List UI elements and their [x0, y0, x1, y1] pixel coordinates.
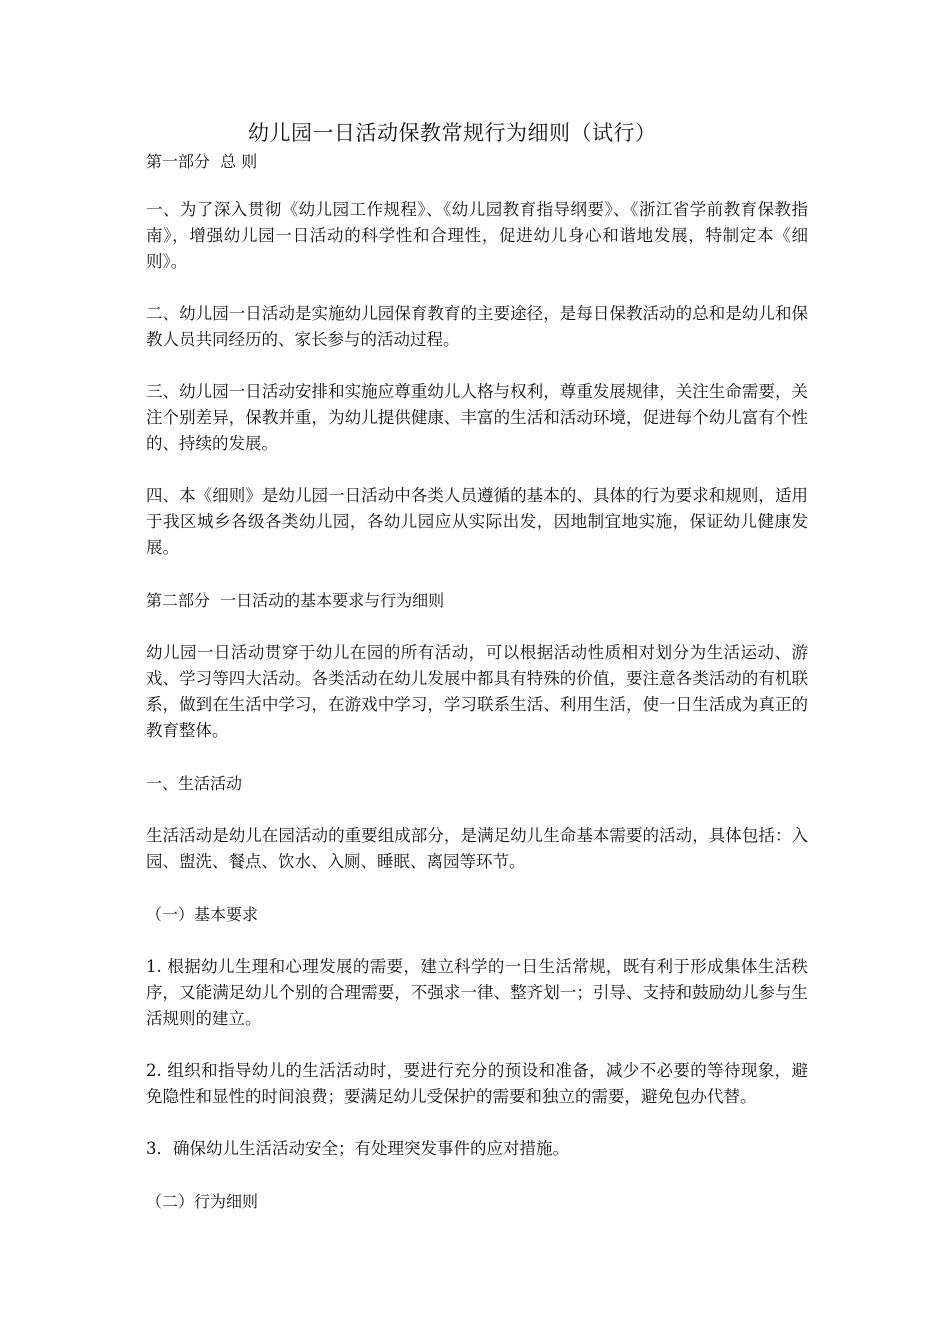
- requirement-item: 2. 组织和指导幼儿的生活活动时，要进行充分的预设和准备，减少不必要的等待现象，避免隐性和显性的时间浪费；要满足幼儿受保护的需要和独立的需要，避免包办代替。: [146, 1061, 808, 1106]
- section1-intro: 生活活动是幼儿在园活动的重要组成部分，是满足幼儿生命基本需要的活动，具体包括：入园、盥洗、餐点、饮水、入厕、睡眠、离园等环节。: [146, 826, 808, 871]
- document-title: 幼儿园一日活动保教常规行为细则（试行）: [248, 121, 657, 145]
- sub1-heading: （一）基本要求: [146, 905, 259, 924]
- part1-item: 四、本《细则》是幼儿园一日活动中各类人员遵循的基本的、具体的行为要求和规则，适用于我区城乡各级各类幼儿园，各幼儿园应从实际出发，因地制宜地实施，保证幼儿健康发展。: [146, 486, 808, 557]
- document-page: [146, 118, 808, 1215]
- part1-item: 三、幼儿园一日活动安排和实施应尊重幼儿人格与权利，尊重发展规律，关注生命需要，关注个别差异，保教并重，为幼儿提供健康、丰富的生活和活动环境，促进每个幼儿富有个性的、持续的发展。: [146, 382, 808, 453]
- sub2-heading: （二）行为细则: [146, 1192, 259, 1211]
- part1-item: 二、幼儿园一日活动是实施幼儿园保育教育的主要途径，是每日保教活动的总和是幼儿和保教人员共同经历的、家长参与的活动过程。: [146, 304, 808, 349]
- part2-heading: 第二部分 一日活动的基本要求与行为细则: [146, 591, 445, 610]
- requirement-item: 1. 根据幼儿生理和心理发展的需要，建立科学的一日生活常规，既有利于形成集体生活秩序，又能满足幼儿个别的合理需要，不强求一律、整齐划一；引导、支持和鼓励幼儿参与生活规则的建立。: [146, 957, 808, 1028]
- part1-heading: 第一部分 总 则: [146, 152, 258, 171]
- requirement-item: 3．确保幼儿生活活动安全；有处理突发事件的应对措施。: [146, 1139, 569, 1158]
- section1-heading: 一、生活活动: [146, 774, 243, 793]
- part2-intro: 幼儿园一日活动贯穿于幼儿在园的所有活动，可以根据活动性质相对划分为生活运动、游戏、学习等四大活动。各类活动在幼儿发展中都具有特殊的价值，要注意各类活动的有机联系，做到在生活中学习，在游戏中学习，学习联系生活、利用生活，使一日生活成为真正的教育整体。: [146, 643, 808, 740]
- part1-item: 一、为了深入贯彻《幼儿园工作规程》、《幼儿园教育指导纲要》、《浙江省学前教育保教指南》，增强幼儿园一日活动的科学性和合理性，促进幼儿身心和谐地发展，特制定本《细则》。: [146, 200, 808, 271]
